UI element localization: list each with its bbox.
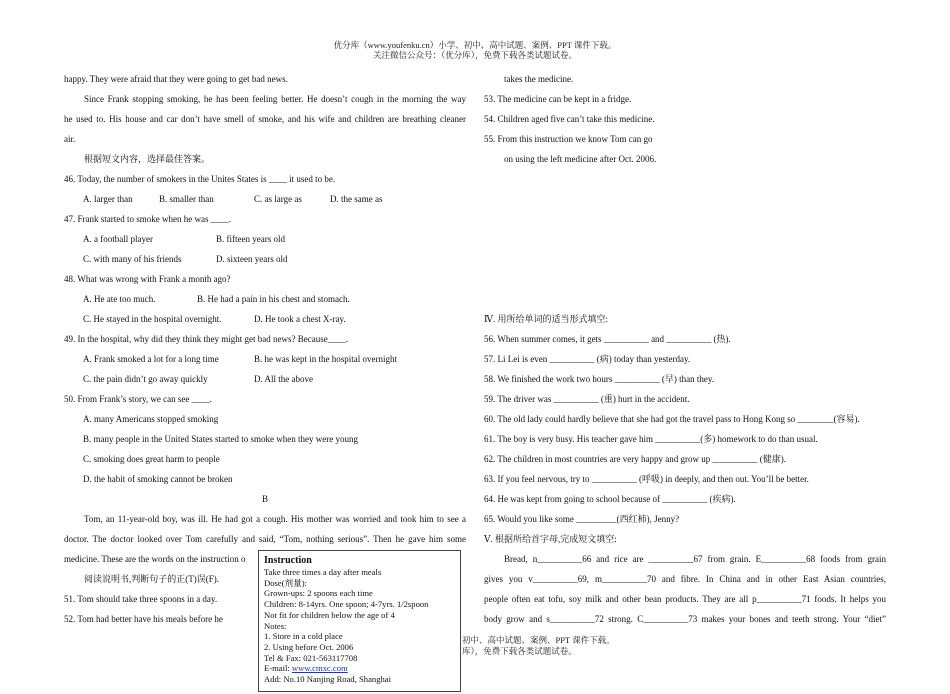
passage-a-line: air. <box>64 134 76 144</box>
question-55-cont: on using the left medicine after Oct. 2006. <box>504 154 657 164</box>
option[interactable]: B. fifteen years old <box>216 234 285 244</box>
instruction-line: 2. Using before Oct. 2006 <box>264 641 354 652</box>
option[interactable]: C. He stayed in the hospital overnight. <box>83 314 222 324</box>
question-48: 48. What was wrong with Frank a month ago? <box>64 274 231 284</box>
option[interactable]: B. He had a pain in his chest and stomach. <box>197 294 350 304</box>
instruction-line: Notes: <box>264 620 287 631</box>
instruction-line: Dose(剂量): <box>264 577 307 588</box>
instruction-line: Take three times a day after meals <box>264 567 382 577</box>
question-47-options <box>64 249 466 269</box>
instruction-title: Instruction <box>264 555 312 566</box>
question-50: 50. From Frank’s story, we can see ____. <box>64 394 212 404</box>
option[interactable]: B. many people in the United States started to smoke when they were young <box>83 434 358 444</box>
option[interactable]: A. many Americans stopped smoking <box>83 414 219 424</box>
question-52-cont: takes the medicine. <box>504 74 574 84</box>
section-b-title: B <box>261 494 268 504</box>
question-48-options <box>64 289 466 309</box>
question-54: 54. Children aged five can’t take this medicine. <box>484 114 655 124</box>
instruction-line: Not fit for children below the age of 4 <box>264 609 395 620</box>
passage-b-line: medicine. These are the words on the instruction o <box>64 554 246 564</box>
question-60: 60. The old lady could hardly believe that she had got the travel pass to Hong Kong so ________(容易). <box>484 414 860 424</box>
question-62: 62. The children in most countries are very happy and grow up __________ (健康). <box>484 454 787 464</box>
option[interactable]: A. a football player <box>83 234 153 244</box>
option[interactable]: D. the same as <box>330 194 383 204</box>
page-header-line2: 关注微信公众号：（优分库），免费下载各类试题试卷。 <box>372 50 577 60</box>
page-header-line1: 优分库（www.youfenku.cn）小学、初中、高中试题、案例、PPT 课件下载。 <box>333 40 617 50</box>
right-column <box>484 69 886 629</box>
option[interactable]: D. All the above <box>254 374 313 384</box>
instruction-line: Grown-ups: 2 spoons each time <box>264 588 373 599</box>
question-46-options <box>64 189 466 209</box>
question-47: 47. Frank started to smoke when he was ____. <box>64 214 231 224</box>
email-link[interactable]: www.cmxc.com <box>291 663 348 674</box>
question-49: 49. In the hospital, why did they think they might get bad news? Because____. <box>64 334 348 344</box>
passage-a-line: Since Frank stopping smoking, he has been feeling better. He doesn’t cough in the morning the way <box>84 94 466 104</box>
question-65: 65. Would you like some _________(西红柿), Jenny? <box>484 514 680 524</box>
question-63: 63. If you feel nervous, try to __________ (呼吸) in deeply, and then out. You’ll be better. <box>484 474 809 484</box>
instruction-line: 1. Store in a cold place <box>264 631 343 642</box>
option[interactable]: D. the habit of smoking cannot be broken <box>83 474 233 484</box>
option[interactable]: C. with many of his friends <box>83 254 182 264</box>
option[interactable]: A. Frank smoked a lot for a long time <box>83 354 219 364</box>
option[interactable]: D. sixteen years old <box>216 254 288 264</box>
question-49-options <box>64 369 466 389</box>
question-61: 61. The boy is very busy. His teacher gave him __________(多) homework to do than usual. <box>484 434 818 444</box>
section-5-title: Ⅴ. 根据所给首字母,完成短文填空: <box>484 534 617 544</box>
option[interactable]: B. he was kept in the hospital overnight <box>254 354 397 364</box>
cloze-line: people often eat tofu, soy milk and other bean products. They are all p__________71 foods. It helps you <box>484 594 886 604</box>
question-53: 53. The medicine can be kept in a fridge. <box>484 94 632 104</box>
question-57: 57. Li Lei is even __________ (病) today than yesterday. <box>484 354 691 364</box>
true-false-instruction: 阅读说明书,判断句子的正(T)误(F). <box>84 574 219 584</box>
question-46: 46. Today, the number of smokers in the Unites States is ____ it used to be. <box>64 174 336 184</box>
instruction-address: Add: No.10 Nanjing Road, Shanghai <box>264 674 391 685</box>
instruction-line: Children: 8-14yrs. One spoon; 4-7yrs. 1/2spoon <box>264 599 429 610</box>
passage-a-line: he used to. His house and car don’t have smell of smoke, and his wife and children are breathing cleaner <box>64 114 466 124</box>
medicine-instruction-box <box>258 550 461 692</box>
question-47-options <box>64 229 466 249</box>
cloze-line: Bread, n__________66 and rice are __________67 from grain. E__________68 foods from grain <box>504 554 886 564</box>
question-59: 59. The driver was __________ (重) hurt in the accident. <box>484 394 690 404</box>
question-64: 64. He was kept from going to school because of __________ (疾病). <box>484 494 736 504</box>
option[interactable]: A. He ate too much. <box>83 294 156 304</box>
page-footer-line1: 初中、高中试题、案例、PPT 课件下载。 <box>462 635 615 645</box>
question-48-options <box>64 309 466 329</box>
option[interactable]: D. He took a chest X-ray. <box>254 314 346 324</box>
option[interactable]: C. the pain didn’t go away quickly <box>83 374 208 384</box>
question-55: 55. From this instruction we know Tom can go <box>484 134 653 144</box>
option[interactable]: A. larger than <box>83 194 133 204</box>
option[interactable]: C. smoking does great harm to people <box>83 454 220 464</box>
question-49-options <box>64 349 466 369</box>
option[interactable]: B. smaller than <box>159 194 214 204</box>
reading-instruction: 根据短文内容，选择最佳答案。 <box>84 154 211 164</box>
passage-b-line: doctor. The doctor looked over Tom carefully and said, “Tom, nothing serious”. Then he gave him some <box>64 534 466 544</box>
cloze-line: gives you v__________69, m__________70 and fibre. In China and in other East Asian countries, <box>484 574 886 584</box>
question-52: 52. Tom had better have his meals before he <box>64 614 223 624</box>
question-58: 58. We finished the work two hours __________ (早) than they. <box>484 374 714 384</box>
question-56: 56. When summer comes, it gets __________ and __________ (热). <box>484 334 731 344</box>
passage-a-end: happy. They were afraid that they were going to get bad news. <box>64 74 288 84</box>
left-column <box>64 69 466 629</box>
instruction-line: Tel & Fax: 021-563117708 <box>264 652 358 663</box>
page-footer-line2: 库），免费下载各类试题试卷。 <box>462 646 577 656</box>
question-51: 51. Tom should take three spoons in a day. <box>64 594 218 604</box>
passage-b-line: Tom, an 11-year-old boy, was ill. He had got a cough. His mother was worried and took him to see a <box>84 514 466 524</box>
email-label: E-mail: <box>264 663 292 674</box>
option[interactable]: C. as large as <box>254 194 302 204</box>
cloze-line: body grow and s__________72 strong. C__________73 makes your bones and teeth strong. Your “diet” <box>484 614 886 624</box>
section-4-title: Ⅳ. 用所给单词的适当形式填空: <box>484 314 608 324</box>
instruction-email-line <box>264 663 455 674</box>
